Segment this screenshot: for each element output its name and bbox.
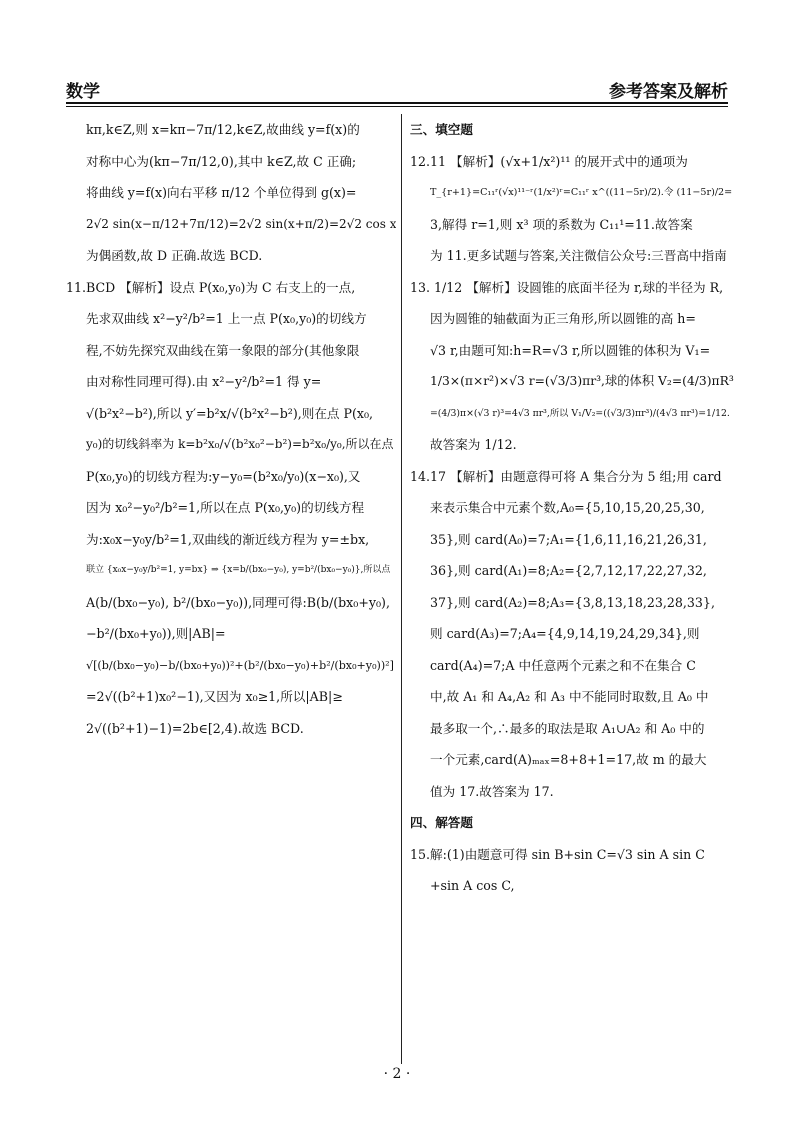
column-divider [401, 114, 402, 1064]
left-text-line: kπ,k∈Z,则 x=kπ−7π/12,k∈Z,故曲线 y=f(x)的 [86, 122, 360, 137]
right-text-line: 值为 17.故答案为 17. [430, 783, 554, 799]
right-text-line: 则 card(A₃)=7;A₄={4,9,14,19,24,29,34},则 [430, 626, 700, 641]
header-rule-thin [66, 106, 728, 107]
right-column [410, 114, 738, 902]
left-text-line: A(b/(bx₀−y₀), b²/(bx₀−y₀)),同理可得:B(b/(bx₀+y₀), [86, 594, 390, 610]
left-text-line: 先求双曲线 x²−y²/b²=1 上一点 P(x₀,y₀)的切线方 [86, 311, 367, 326]
right-text-line: 36},则 card(A₁)=8;A₂={2,7,12,17,22,27,32, [430, 563, 707, 578]
left-text-line: 因为 x₀²−y₀²/b²=1,所以在点 P(x₀,y₀)的切线方程 [86, 500, 365, 515]
page-header [66, 74, 728, 102]
left-text-line: 由对称性同理可得).由 x²−y²/b²=1 得 y= [86, 374, 322, 389]
header-rule-thick [66, 102, 728, 104]
left-text-line: −b²/(bx₀+y₀)),则|AB|= [86, 626, 226, 641]
right-text-line: 37},则 card(A₂)=8;A₃={3,8,13,18,23,28,33}, [430, 594, 715, 610]
left-text-line: 程,不妨先探究双曲线在第一象限的部分(其他象限 [86, 342, 360, 358]
right-text-line: 中,故 A₁ 和 A₄,A₂ 和 A₃ 中不能同时取数,且 A₀ 中 [430, 689, 709, 704]
subject-title: 数学 [66, 82, 100, 102]
right-text-line: 1/3×(π×r²)×√3 r=(√3/3)πr³,球的体积 V₂=(4/3)πR³ [430, 374, 734, 388]
section-title: 参考答案及解析 [609, 82, 728, 102]
right-text-line: 为 11.更多试题与答案,关注微信公众号:三晋高中指南 [430, 248, 727, 263]
left-text-line: 11.BCD 【解析】设点 P(x₀,y₀)为 C 右支上的一点, [66, 279, 356, 295]
right-text-line: T_{r+1}=C₁₁ʳ(√x)¹¹⁻ʳ(1/x²)ʳ=C₁₁ʳ x^((11−5r)/2).令 (11−5r)/2= [430, 187, 733, 198]
left-text-line: 为偶函数,故 D 正确.故选 BCD. [86, 248, 263, 263]
left-column [66, 114, 396, 744]
right-text-line: 35},则 card(A₀)=7;A₁={1,6,11,16,21,26,31, [430, 531, 707, 547]
left-text-line: =2√((b²+1)x₀²−1),又因为 x₀≥1,所以|AB|≥ [86, 689, 343, 704]
left-text-line: y₀)的切线斜率为 k=b²x₀/√(b²x₀²−b²)=b²x₀/y₀,所以在点 [86, 437, 394, 451]
page-number: · 2 · [383, 1066, 411, 1082]
right-text-line: 12.11 【解析】(√x+1/x²)¹¹ 的展开式中的通项为 [410, 153, 688, 169]
right-text-line: card(A₄)=7;A 中任意两个元素之和不在集合 C [430, 657, 696, 673]
right-text-line: 最多取一个,∴最多的取法是取 A₁∪A₂ 和 A₀ 中的 [430, 720, 705, 736]
left-text-line: √[(b/(bx₀−y₀)−b/(bx₀+y₀))²+(b²/(bx₀−y₀)+b²/(bx₀+y₀))²] [86, 658, 394, 672]
right-text-line: 3,解得 r=1,则 x³ 项的系数为 C₁₁¹=11.故答案 [430, 216, 693, 232]
right-text-line: =(4/3)π×(√3 r)³=4√3 πr³,所以 V₁/V₂=((√3/3)πr³)/(4√3 πr³)=1/12. [430, 407, 730, 419]
left-text-line: P(x₀,y₀)的切线方程为:y−y₀=(b²x₀/y₀)(x−x₀),又 [86, 468, 361, 484]
left-text-line: 2√((b²+1)−1)=2b∈[2,4).故选 BCD. [86, 720, 304, 736]
left-text-line: 为:x₀x−y₀y/b²=1,双曲线的渐近线方程为 y=±bx, [86, 531, 370, 547]
right-text-line: 14.17 【解析】由题意得可将 A 集合分为 5 组;用 card [410, 468, 722, 484]
right-text-line: 四、解答题 [410, 815, 473, 830]
left-text-line: 联立 {x₀x−y₀y/b²=1, y=bx} ⇒ {x=b/(bx₀−y₀), y=b²/(bx₀−y₀)},所以点 [86, 565, 391, 575]
right-text-line: 三、填空题 [410, 122, 473, 137]
left-text-line: √(b²x²−b²),所以 y′=b²x/√(b²x²−b²),则在点 P(x₀, [86, 405, 374, 421]
left-text-line: 将曲线 y=f(x)向右平移 π/12 个单位得到 g(x)= [86, 185, 357, 200]
right-text-line: 一个元素,card(A)ₘₐₓ=8+8+1=17,故 m 的最大 [430, 752, 707, 767]
left-text-line: 对称中心为(kπ−7π/12,0),其中 k∈Z,故 C 正确; [86, 153, 357, 169]
right-text-line: √3 r,由题可知:h=R=√3 r,所以圆锥的体积为 V₁= [430, 342, 711, 358]
right-text-line: 13. 1/12 【解析】设圆锥的底面半径为 r,球的半径为 R, [410, 279, 724, 295]
right-text-line: 因为圆锥的轴截面为正三角形,所以圆锥的高 h= [430, 311, 696, 326]
right-text-line: 15.解:(1)由题意可得 sin B+sin C=√3 sin A sin C [410, 846, 705, 862]
right-text-line: +sin A cos C, [430, 878, 515, 893]
left-text-line: 2√2 sin(x−π/12+7π/12)=2√2 sin(x+π/2)=2√2 cos x [86, 216, 396, 231]
right-text-line: 故答案为 1/12. [430, 437, 517, 452]
right-text-line: 来表示集合中元素个数,A₀={5,10,15,20,25,30, [430, 500, 705, 515]
